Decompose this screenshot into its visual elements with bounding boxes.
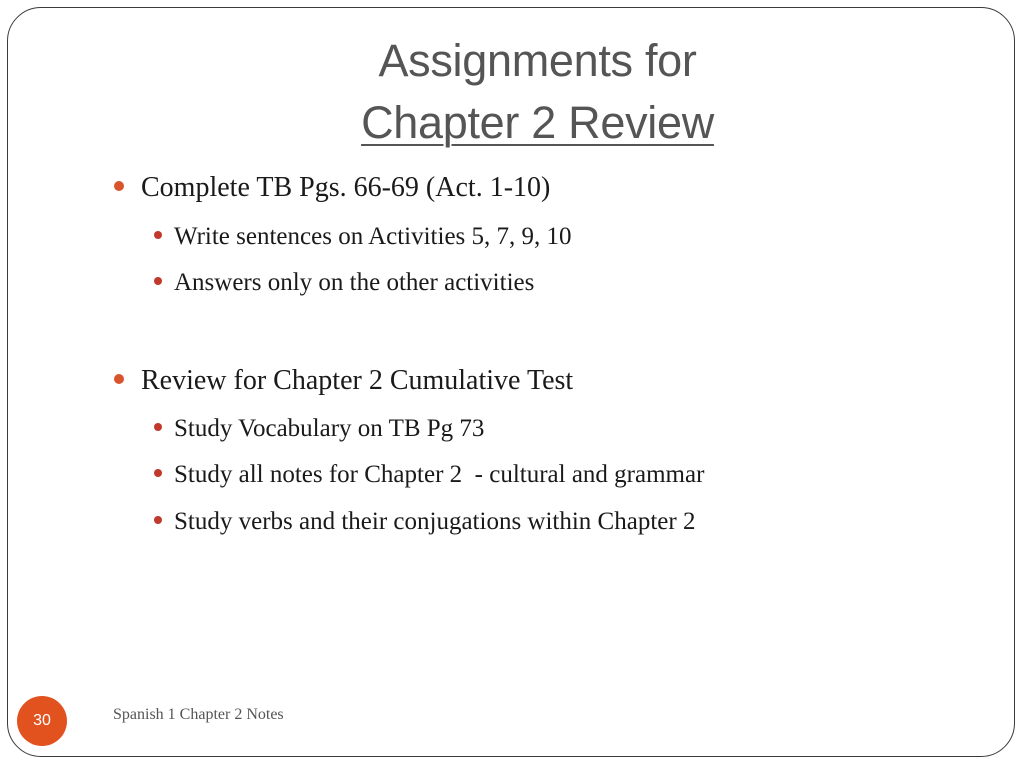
sub-bullet-item: [154, 269, 534, 297]
sub-bullet-text: Answers only on the other activities: [174, 269, 535, 296]
sub-bullet-dot-icon: [154, 231, 162, 239]
page-number-badge: [17, 696, 67, 746]
bullet-dot-icon: [114, 181, 124, 191]
title-line-2: Chapter 2 Review: [361, 97, 714, 148]
slide-footer: Spanish 1 Chapter 2 Notes: [113, 706, 284, 723]
sub-bullet-dot-icon: [154, 469, 162, 477]
sub-bullet-item: [154, 415, 484, 443]
sub-bullet-text: Study verbs and their conjugations within Chapter 2: [174, 508, 696, 535]
sub-bullet-dot-icon: [154, 423, 162, 431]
sub-bullet-dot-icon: [154, 277, 162, 285]
title-line-1: Assignments for: [378, 35, 697, 86]
page-number: 30: [33, 712, 51, 729]
slide-title: [140, 30, 935, 154]
sub-bullet-item: [154, 461, 704, 489]
bullet-item-2: [114, 365, 573, 397]
bullet-text: Review for Chapter 2 Cumulative Test: [141, 365, 574, 396]
bullet-dot-icon: [114, 374, 124, 384]
sub-bullet-text: Study all notes for Chapter 2 - cultural and grammar: [174, 461, 705, 488]
bullet-item-1: [114, 172, 550, 204]
bullet-text: Complete TB Pgs. 66-69 (Act. 1-10): [141, 172, 551, 203]
sub-bullet-item: [154, 508, 695, 536]
sub-bullet-dot-icon: [154, 516, 162, 524]
sub-bullet-text: Write sentences on Activities 5, 7, 9, 10: [174, 223, 572, 250]
sub-bullet-item: [154, 223, 572, 251]
sub-bullet-text: Study Vocabulary on TB Pg 73: [174, 415, 485, 442]
